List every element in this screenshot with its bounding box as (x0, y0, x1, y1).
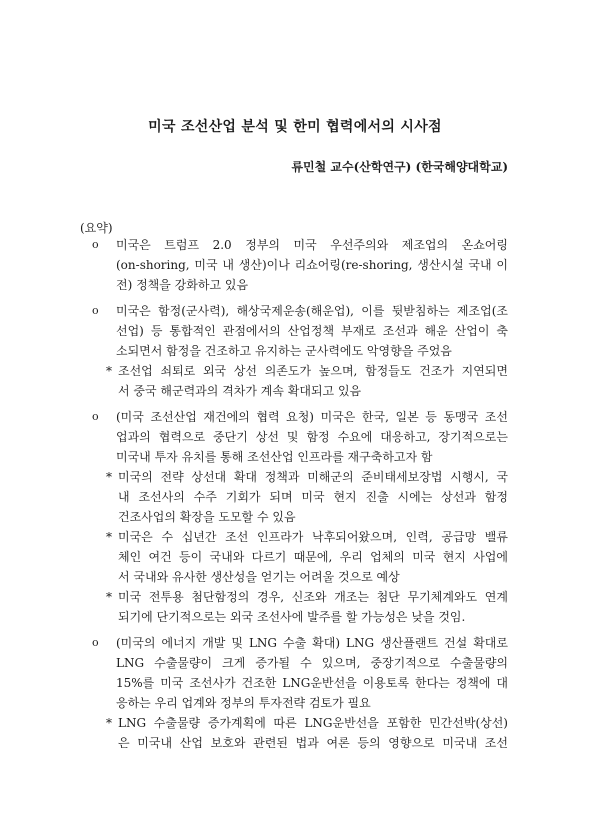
note-line: 되기에 단기적으로는 외국 조선사에 발주를 할 가능성은 낮을 것임. (118, 610, 466, 624)
paragraph-line: 15%를 미국 조선사가 건조한 LNG운반선을 이용토록 한다는 정책에 대 (116, 676, 508, 690)
author-line: 류민철 교수(산학연구) (한국해양대학교) (291, 160, 508, 174)
paragraph-line: 미국은 트럼프 2.0 정부의 미국 우선주의와 제조업의 온쇼어링 (116, 238, 508, 252)
note-star-marker: * (106, 470, 112, 484)
note-line: 체인 여건 등이 국내와 다르기 때문에, 우리 업체의 미국 현지 사업에 (118, 550, 508, 564)
paragraph-line: 전) 정책을 강화하고 있음 (116, 278, 249, 292)
note-star-marker: * (106, 530, 112, 544)
note-line: 미국은 수 십년간 조선 인프라가 낙후되어왔으며, 인력, 공급망 밸류 (118, 530, 508, 544)
note-star-marker: * (106, 716, 112, 730)
paragraph-line: 업과의 협력으로 중단기 상선 및 함정 수요에 대응하고, 장기적으로는 (116, 430, 508, 444)
paragraph-line: 미국내 투자 유치를 통해 조선산업 인프라를 재구축하고자 함 (116, 450, 433, 464)
note-line: 은 미국내 산업 보호와 관련된 법과 여론 등의 영향으로 미국내 조선 (118, 736, 508, 750)
paragraph-line: 미국은 함정(군사력), 해상국제운송(해운업), 이를 뒷받침하는 제조업(조 (116, 304, 508, 318)
note-line: 서 중국 해군력과의 격차가 계속 확대되고 있음 (118, 384, 362, 398)
paragraph-line: (on-shoring, 미국 내 생산)이나 리쇼어링(re-shoring, 생산시설 국내 이 (116, 258, 508, 272)
paragraph-line: (미국의 에너지 개발 및 LNG 수출 확대) LNG 생산플랜트 건설 확대로 (116, 636, 508, 650)
paragraph-line: LNG 수출물량이 크게 증가될 수 있으며, 중장기적으로 수출물량의 (116, 656, 508, 670)
note-line: 건조사업의 확장을 도모할 수 있음 (118, 510, 296, 524)
note-line: 서 국내와 유사한 생산성을 얻기는 어려울 것으로 예상 (118, 570, 400, 584)
bullet-circle-marker: ο (92, 238, 99, 251)
paragraph-line: (미국 조선산업 재건에의 협력 요청) 미국은 한국, 일본 등 동맹국 조선 (116, 410, 508, 424)
note-line: 내 조선사의 수주 기회가 되며 미국 현지 진출 시에는 상선과 함정 (118, 490, 508, 504)
paragraph-line: 선업) 등 통합적인 관점에서의 산업정책 부재로 조선과 해운 산업이 축 (116, 324, 508, 338)
paragraph-line: 응하는 우리 업계와 정부의 투자전략 검토가 필요 (116, 696, 371, 710)
note-star-marker: * (106, 590, 112, 604)
bullet-circle-marker: ο (92, 410, 99, 423)
bullet-circle-marker: ο (92, 304, 99, 317)
note-star-marker: * (106, 364, 112, 378)
note-line: LNG 수출물량 증가계획에 따른 LNG운반선을 포함한 민간선박(상선) (118, 716, 508, 730)
bullet-circle-marker: ο (92, 636, 99, 649)
note-line: 미국 전투용 첨단함정의 경우, 신조와 개조는 첨단 무기체계와도 연계 (118, 590, 508, 604)
note-line: 미국의 전략 상선대 확대 정책과 미해군의 준비태세보장법 시행시, 국 (118, 470, 508, 484)
summary-label: (요약) (80, 221, 113, 235)
document-title: 미국 조선산업 분석 및 한미 협력에서의 시사점 (148, 119, 442, 135)
note-line: 조선업 쇠퇴로 외국 상선 의존도가 높으며, 함정들도 건조가 지연되면 (118, 364, 508, 378)
paragraph-line: 소되면서 함정을 건조하고 유지하는 군사력에도 악영향을 주었음 (116, 344, 452, 358)
